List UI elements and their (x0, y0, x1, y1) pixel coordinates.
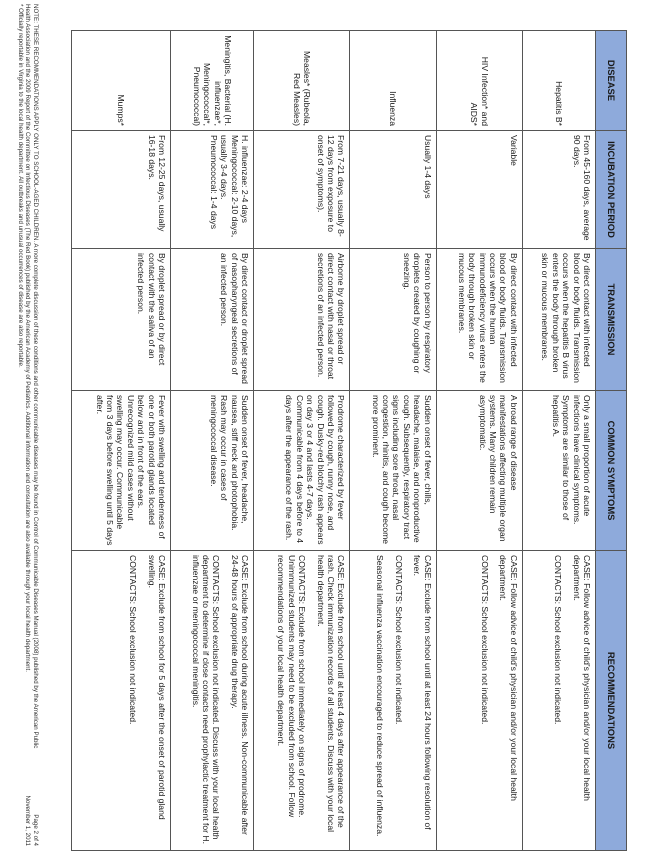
incubation-cell: H. influenzae: 2-4 days Meningococcal: 2-10 days, usually 3-4 days. Pneumococcal: 1-4 days (171, 131, 254, 249)
header-incubation: INCUBATION PERIOD (596, 131, 627, 249)
disease-table-container (71, 30, 627, 850)
table-header-row (596, 31, 627, 851)
recommendation-case: CASE: Follow advice of child’s physician and/or your local health department. (498, 555, 519, 801)
disease-cell: Measles* (Rubeola, Red Measles) (254, 31, 350, 131)
footnote (16, 4, 39, 764)
table-row (436, 31, 522, 851)
table-row (522, 31, 595, 851)
page-info (23, 770, 39, 846)
page-date: November 1, 2011 (24, 795, 31, 846)
recommendation-case: CASE: Exclude from school until at least 24 hours following resolution of fever. (412, 555, 433, 830)
incubation-cell: Usually 1-4 days (350, 131, 436, 249)
disease-cell: Hepatitis B* (522, 31, 595, 131)
transmission-cell: Airborne by droplet spread or direct contact with nasal or throat secretions of an infected person. (254, 249, 350, 391)
incubation-cell: Variable (436, 131, 522, 249)
recommendations-cell (522, 551, 595, 851)
symptoms-cell: A broad range of disease manifestations affecting multiple organ systems. Many children remain asymptomatic. (436, 391, 522, 551)
recommendation-case: CASE: Exclude from school during acute illness. Non-communicable after 24-48 hours of appropriate drug therapy. (229, 555, 251, 835)
disease-cell: HIV Infection* and AIDS* (436, 31, 522, 131)
recommendation-case: CASE: Exclude from school until at least 4 days after appearance of the rash. Check immunization records of all students. Discuss with your local health department. (315, 555, 347, 833)
recommendation-contacts: CONTACTS: School exclusion not indicated. (479, 555, 490, 725)
symptoms-cell: Fever with swelling and tenderness of one or both parotid glands located below and in front of the ears. Unrecognized mild cases without swelling may occur. Communicable from 3 days before swelling until 5 days after. (72, 391, 171, 551)
recommendation-case: CASE: Follow advice of child’s physician and/or your local health department. (571, 555, 592, 801)
disease-cell: Meningitis, Bacterial (H. influenzae*, Meningococcal*, Pneumococcal) (171, 31, 254, 131)
header-symptoms: COMMON SYMPTOMS (596, 391, 627, 551)
symptoms-cell: Prodrome characterized by fever followed by cough, runny nose, and cough. Dusky-red blotchy rash appears on day 3 or 4 and lasts 4-7 days. Communicable from 4 days before to 4 days after the appearance of the rash. (254, 391, 350, 551)
header-recommendations: RECOMMENDATIONS (596, 551, 627, 851)
transmission-cell: By direct contact or droplet spread of nasopharyngeal secretions of an infected person. (171, 249, 254, 391)
transmission-cell: By direct contact with infected blood or body fluids. Transmission occurs when the hepatitis B virus enters the body through broken skin or mucous membranes. (522, 249, 595, 391)
recommendations-cell (171, 551, 254, 851)
table-row (171, 31, 254, 851)
symptoms-cell: Sudden onset of fever, headache, nausea, stiff neck and photophobia. Rash may occur in cases of meningococcal disease. (171, 391, 254, 551)
header-disease: DISEASE (596, 31, 627, 131)
disease-table (71, 30, 627, 851)
transmission-cell: By droplet spread or by direct contact with the saliva of an infected person. (72, 249, 171, 391)
recommendation-contacts: CONTACTS: School exclusion not indicated. (553, 555, 564, 725)
recommendations-cell (436, 551, 522, 851)
header-transmission: TRANSMISSION (596, 249, 627, 391)
symptoms-cell: Only a small proportion of acute infections have clinical symptoms. Symptoms are similar to those of hepatitis A. (522, 391, 595, 551)
table-row (254, 31, 350, 851)
recommendation-contacts: CONTACTS: Exclude from school immediately on signs of prodrome. Unimmunized students may need to be excluded from school. Follow recommendations of your local health department. (276, 555, 308, 818)
recommendation-contacts: CONTACTS: School exclusion not indicated. (393, 555, 404, 725)
recommendation-contacts: CONTACTS: School exclusion not indicated. (128, 555, 139, 725)
footnote-note: NOTE: THESE RECOMMENDATIONS APPLY ONLY TO SCHOOL-AGED CHILDREN. A more complete discussion of these conditions and other communicable diseases may be found in Control of Communicable Diseases Manual (2008) published by the American Public Health Association and the 2009 Report of the Committee on Infectious Diseases (The Red Book) published by the American Academy of Pediatrics. Additional information and consultation are also available through your local health department. (24, 4, 39, 749)
incubation-cell: From 12-25 days, usually 16-18 days. (72, 131, 171, 249)
recommendation-case: CASE: Exclude from school for 5 days after the onset of parotid gland swelling. (146, 555, 168, 820)
recommendation-contacts: CONTACTS: School exclusion not indicated. Discuss with your local health department to determine if close contacts need prophylactic treatment for H. influenzae or meningococcal meningitis. (190, 555, 222, 844)
recommendation-vaccination: Seasonal influenza vaccination encouraged to reduce spread of influenza. (375, 555, 386, 837)
incubation-cell: From 45-160 days, average 90 days. (522, 131, 595, 249)
incubation-cell: From 7-21 days, usually 8-12 days from exposure to onset of symptoms). (254, 131, 350, 249)
recommendations-cell (350, 551, 436, 851)
transmission-cell: Person to person by respiratory droplets created by coughing or sneezing. (350, 249, 436, 391)
footnote-asterisk: * Officially reportable in Virginia to the local health department. All outbreaks and unusual occurrences of disease are also reportable. (16, 4, 24, 368)
table-row (72, 31, 171, 851)
page-number: Page 2 of 4 (32, 814, 39, 846)
symptoms-cell: Sudden onset of fever, chills, headache, malaise, and nonproductive cough. Subsequently, respiratory tract signs including sore throat, nasal congestion, rhinitis, and cough become more prominent. (350, 391, 436, 551)
recommendations-cell (254, 551, 350, 851)
disease-cell: Mumps* (72, 31, 171, 131)
table-row (350, 31, 436, 851)
disease-cell: Influenza (350, 31, 436, 131)
recommendations-cell (72, 551, 171, 851)
transmission-cell: By direct contact with infected blood or body fluids. Transmission occurs when the human immunodeficiency virus enters the body through broken skin or mucous membranes. (436, 249, 522, 391)
